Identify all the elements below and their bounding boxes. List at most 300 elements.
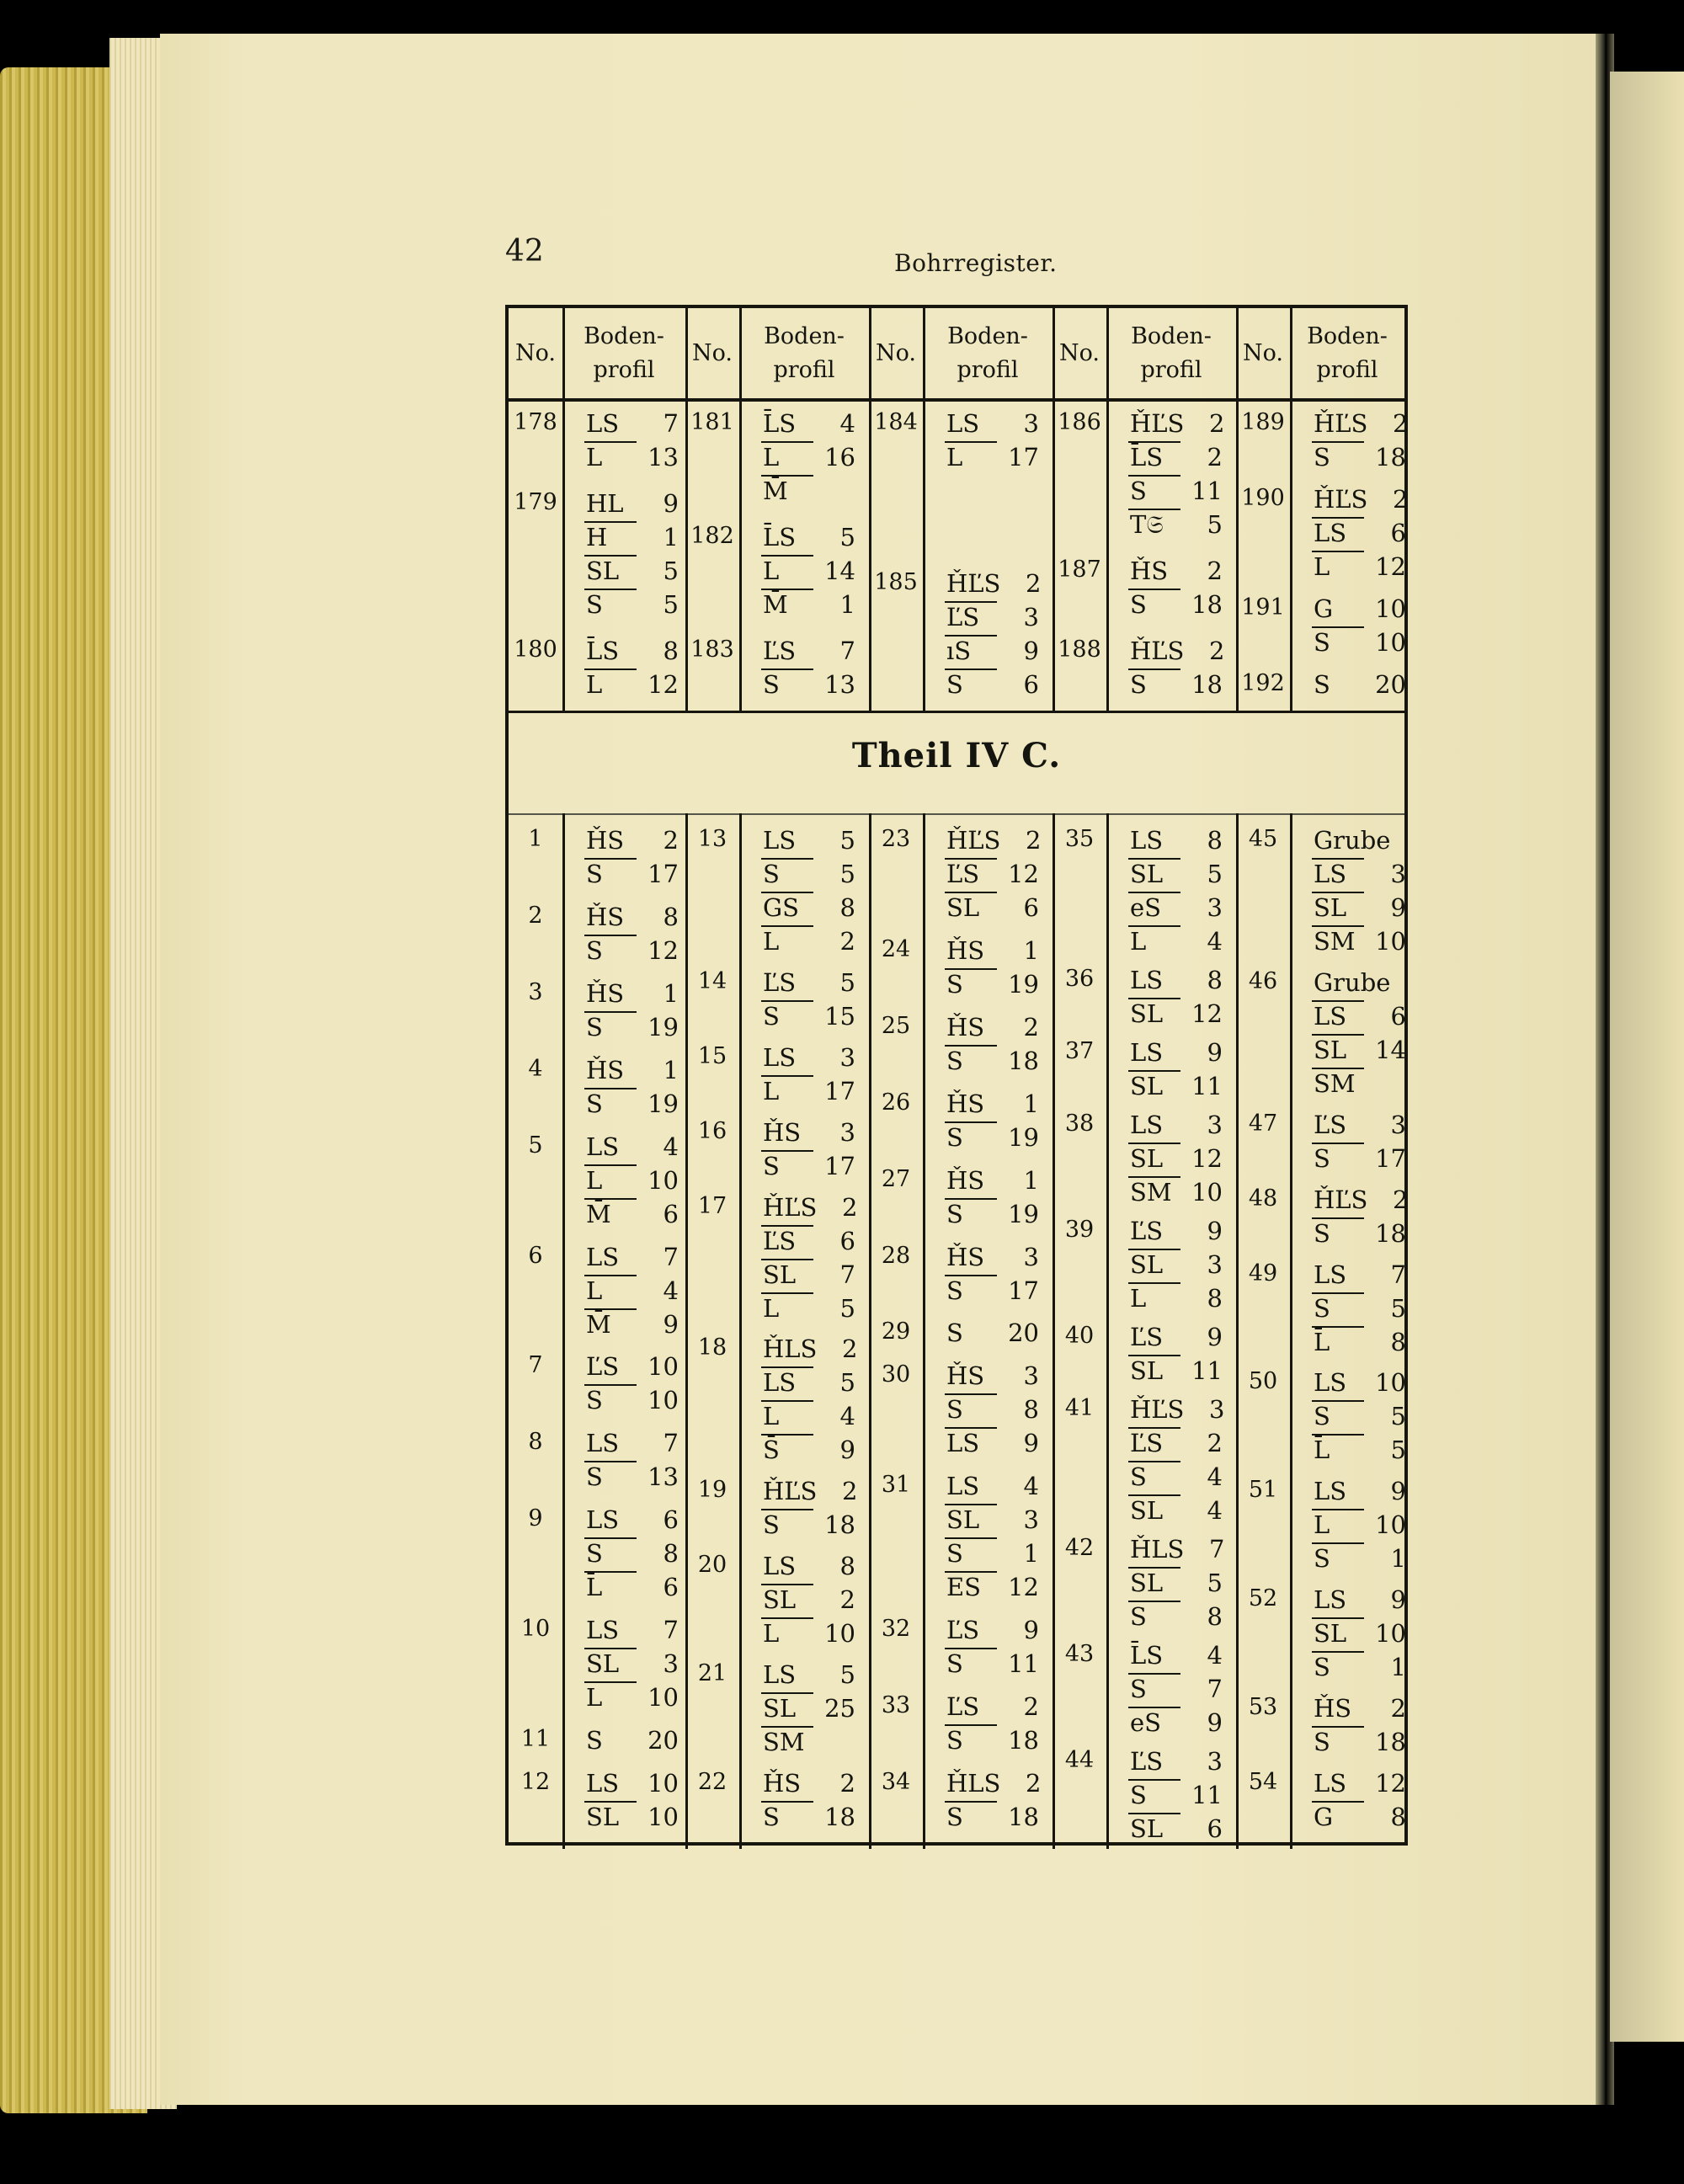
theil-soil-layer xyxy=(763,1803,855,1831)
layer-depth: 5 xyxy=(839,1293,855,1323)
soil-code: S xyxy=(1314,1544,1330,1574)
soil-code: LS xyxy=(1314,860,1347,888)
top-entry-number: 186 xyxy=(1058,409,1101,435)
soil-code: M̄ xyxy=(763,477,788,505)
soil-code: ȞLS xyxy=(763,1334,818,1364)
soil-code: ĽS xyxy=(946,1616,980,1645)
soil-code: L xyxy=(1314,552,1330,581)
soil-code: ȞĽS xyxy=(1314,485,1368,514)
top-soil-layer xyxy=(1314,519,1406,547)
top-soil-layer xyxy=(586,409,679,438)
theil-soil-layer xyxy=(1314,1036,1406,1064)
layer-depth: 18 xyxy=(1008,1726,1039,1755)
theil-soil-layer xyxy=(946,1769,1041,1798)
soil-code: L xyxy=(1130,1284,1147,1313)
layer-depth: 3 xyxy=(1207,1250,1223,1279)
soil-code: ȞS xyxy=(946,1361,985,1391)
theil-soil-layer xyxy=(1130,1356,1223,1385)
layer-depth: 17 xyxy=(1008,443,1039,471)
soil-code: L xyxy=(1130,927,1147,956)
soil-code: M̄ xyxy=(763,590,788,619)
soil-code: SL xyxy=(1130,1250,1164,1279)
theil-soil-layer xyxy=(1130,860,1223,888)
header-no: No. xyxy=(692,339,733,366)
layer-depth: 25 xyxy=(824,1694,855,1723)
top-soil-layer xyxy=(946,409,1039,438)
soil-code: ȞS xyxy=(1130,557,1169,585)
top-soil-layer xyxy=(1314,594,1406,623)
soil-code: LS xyxy=(586,1429,620,1458)
theil-soil-layer xyxy=(586,826,679,855)
header-no: No. xyxy=(876,339,916,366)
soil-code: SL xyxy=(946,1505,980,1535)
layer-depth: 4 xyxy=(839,1402,855,1431)
soil-code: S xyxy=(1130,477,1147,505)
soil-code: S xyxy=(763,670,780,699)
top-entry-number: 182 xyxy=(690,523,734,549)
header-bodenprofil: Boden- profil xyxy=(1131,322,1212,383)
layer-depth: 1 xyxy=(663,978,679,1008)
soil-code: L xyxy=(946,443,963,471)
theil-soil-layer xyxy=(1130,1708,1223,1737)
layer-depth: 11 xyxy=(1191,1781,1223,1809)
header-rule xyxy=(509,398,1404,402)
layer-depth: 6 xyxy=(1390,1001,1406,1031)
theil-soil-layer xyxy=(586,1649,679,1678)
top-soil-layer xyxy=(763,477,855,505)
layer-depth: 4 xyxy=(1207,927,1223,956)
soil-code: G xyxy=(1314,594,1334,623)
theil-soil-layer xyxy=(586,979,679,1008)
soil-code: SM xyxy=(763,1728,805,1757)
section-rule-top xyxy=(509,711,1404,713)
theil-entry-number: 33 xyxy=(881,1692,911,1719)
theil-soil-layer xyxy=(1130,1250,1223,1279)
layer-depth: 9 xyxy=(1207,1323,1223,1351)
theil-entry-number: 9 xyxy=(528,1505,543,1532)
layer-depth: 3 xyxy=(1023,1361,1039,1391)
layer-depth: 9 xyxy=(1023,1429,1039,1458)
theil-soil-layer xyxy=(1314,1368,1406,1397)
layer-depth: 1 xyxy=(1390,1653,1406,1682)
layer-depth: 12 xyxy=(1008,860,1039,888)
soil-code: S xyxy=(763,860,780,888)
theil-soil-layer xyxy=(1314,968,1431,997)
theil-entry-number: 19 xyxy=(697,1477,727,1504)
layer-depth: 1 xyxy=(1390,1544,1406,1574)
top-soil-layer xyxy=(1130,637,1224,665)
theil-soil-layer xyxy=(1130,1641,1223,1670)
header-no: No. xyxy=(1059,339,1100,366)
layer-depth: 17 xyxy=(1008,1276,1039,1305)
layer-depth: 1 xyxy=(663,523,679,551)
soil-code: ȞS xyxy=(946,935,985,965)
soil-code: GS xyxy=(763,893,800,922)
layer-depth: 2 xyxy=(1025,569,1042,598)
layer-depth: 3 xyxy=(1208,1395,1225,1424)
theil-soil-layer xyxy=(946,826,1041,855)
theil-soil-layer xyxy=(586,1013,679,1041)
soil-code: ȞLS xyxy=(1130,1535,1185,1563)
theil-soil-layer xyxy=(1314,1477,1406,1505)
column-rule xyxy=(1290,813,1292,1849)
theil-soil-layer xyxy=(763,1619,855,1648)
soil-code: S xyxy=(946,1649,963,1679)
layer-depth: 18 xyxy=(1375,1218,1406,1248)
soil-code: S xyxy=(763,1803,780,1831)
soil-code: S xyxy=(586,1462,603,1492)
layer-depth: 15 xyxy=(824,1001,855,1031)
theil-soil-layer xyxy=(763,1368,855,1397)
layer-depth: 12 xyxy=(1375,1769,1406,1798)
column-rule xyxy=(869,308,871,711)
theil-entry-number: 46 xyxy=(1248,967,1278,994)
layer-depth: 3 xyxy=(839,1042,855,1072)
theil-entry-number: 54 xyxy=(1248,1769,1278,1795)
layer-depth: 5 xyxy=(1207,860,1223,888)
theil-soil-layer xyxy=(586,1243,679,1271)
layer-depth: 7 xyxy=(839,637,855,665)
top-soil-layer xyxy=(1130,670,1223,699)
top-soil-layer xyxy=(763,523,855,551)
theil-soil-layer xyxy=(1130,1038,1223,1067)
theil-soil-layer xyxy=(946,1166,1039,1195)
layer-depth: 7 xyxy=(839,1260,855,1289)
layer-depth: 20 xyxy=(1375,670,1406,699)
layer-depth: 17 xyxy=(824,1076,855,1105)
soil-code: SL xyxy=(1130,1496,1164,1525)
soil-code: L xyxy=(586,443,603,471)
theil-entry-number: 47 xyxy=(1248,1110,1278,1137)
theil-soil-layer xyxy=(946,936,1039,965)
theil-entry-number: 26 xyxy=(881,1089,911,1116)
column-rule xyxy=(923,308,925,711)
theil-soil-layer xyxy=(1314,893,1406,922)
soil-code: L̄ xyxy=(1314,1327,1330,1356)
header-no: No. xyxy=(515,339,556,366)
soil-code: S xyxy=(1314,1293,1330,1323)
theil-soil-layer xyxy=(1314,1510,1406,1539)
soil-code: L̄S xyxy=(763,409,797,438)
soil-code: ĽS xyxy=(946,860,980,888)
soil-code: eS xyxy=(1130,1708,1162,1737)
soil-code: LS xyxy=(946,1472,980,1501)
theil-entry-number: 35 xyxy=(1064,826,1095,852)
layer-depth: 4 xyxy=(663,1132,679,1161)
theil-soil-layer xyxy=(946,893,1039,922)
soil-code: LS xyxy=(586,1616,620,1645)
layer-depth: 10 xyxy=(824,1619,855,1649)
layer-depth: 8 xyxy=(1207,1602,1223,1631)
soil-code: ȞS xyxy=(1314,1694,1352,1723)
theil-soil-layer xyxy=(586,1505,679,1534)
soil-code: LS xyxy=(763,1660,797,1690)
theil-soil-layer xyxy=(1130,927,1223,956)
soil-code: LS xyxy=(586,1505,620,1535)
soil-code: Grube xyxy=(1314,826,1391,855)
layer-depth: 7 xyxy=(663,1429,679,1458)
theil-entry-number: 29 xyxy=(881,1318,911,1345)
soil-code: SL xyxy=(1130,1569,1164,1597)
soil-code: LS xyxy=(1314,1260,1347,1289)
theil-entry-number: 27 xyxy=(881,1165,911,1192)
top-entry-number: 189 xyxy=(1241,409,1285,435)
top-soil-layer xyxy=(1314,409,1408,438)
column-rule xyxy=(1106,813,1109,1849)
theil-soil-layer xyxy=(763,1002,855,1031)
theil-soil-layer xyxy=(1130,1217,1223,1245)
soil-code: S xyxy=(1130,1602,1147,1631)
soil-code: LS xyxy=(763,1042,797,1072)
running-head: Bohrregister. xyxy=(894,249,1058,277)
soil-code: S xyxy=(763,1151,780,1180)
soil-code: ĽS xyxy=(946,1692,980,1722)
layer-depth: 5 xyxy=(1390,1436,1406,1465)
theil-entry-number: 36 xyxy=(1064,966,1095,992)
layer-depth: 2 xyxy=(839,1769,855,1798)
theil-soil-layer xyxy=(586,1310,679,1339)
theil-soil-layer xyxy=(586,860,679,888)
soil-code: ĽS xyxy=(763,1226,797,1255)
layer-depth: 10 xyxy=(1375,628,1406,657)
layer-depth: 2 xyxy=(839,1585,855,1615)
top-soil-layer xyxy=(946,637,1039,665)
theil-soil-layer xyxy=(946,1649,1039,1678)
soil-code: ȞLS xyxy=(946,1769,1001,1798)
layer-depth: 13 xyxy=(647,443,679,471)
soil-code: S xyxy=(946,1539,963,1569)
theil-entry-number: 34 xyxy=(881,1769,911,1795)
theil-soil-layer xyxy=(946,1395,1039,1424)
theil-entry-number: 30 xyxy=(881,1361,911,1388)
soil-code: ĽS xyxy=(1130,1747,1164,1776)
theil-soil-layer xyxy=(946,970,1039,999)
theil-soil-layer xyxy=(586,1726,679,1755)
theil-entry-number: 28 xyxy=(881,1242,911,1269)
layer-depth: 3 xyxy=(1207,893,1223,922)
theil-soil-layer xyxy=(1130,893,1223,922)
soil-code: ȞS xyxy=(763,1117,802,1147)
layer-depth: 3 xyxy=(663,1649,679,1679)
layer-depth: 5 xyxy=(663,557,679,585)
top-soil-layer xyxy=(1314,670,1406,699)
theil-entry-number: 8 xyxy=(528,1429,543,1456)
top-soil-layer xyxy=(1314,485,1408,514)
layer-depth: 1 xyxy=(1023,1089,1039,1118)
theil-soil-layer xyxy=(763,1402,855,1430)
theil-soil-layer xyxy=(946,1692,1039,1721)
theil-soil-layer xyxy=(1130,1747,1223,1776)
theil-soil-layer xyxy=(1130,1144,1223,1173)
layer-depth: 18 xyxy=(824,1803,855,1831)
layer-depth: 2 xyxy=(841,1477,858,1506)
layer-depth: 10 xyxy=(647,1683,679,1713)
soil-code: S xyxy=(586,1726,603,1755)
layer-depth: 2 xyxy=(1392,1185,1409,1214)
layer-depth: 2 xyxy=(841,1192,858,1222)
layer-depth: 10 xyxy=(647,1769,679,1798)
theil-soil-layer xyxy=(1130,966,1223,994)
theil-soil-layer xyxy=(1314,1219,1406,1248)
layer-depth: 1 xyxy=(1023,935,1039,965)
soil-code: S xyxy=(586,1539,603,1569)
layer-depth: 10 xyxy=(1375,927,1406,956)
theil-soil-layer xyxy=(586,1429,679,1457)
theil-entry-number: 49 xyxy=(1248,1260,1278,1286)
theil-entry-number: 7 xyxy=(528,1352,543,1379)
soil-code: ȞĽS xyxy=(1130,637,1185,665)
soil-code: LS xyxy=(1130,1111,1164,1139)
soil-code: ȞĽS xyxy=(1130,409,1185,438)
layer-depth: 18 xyxy=(1375,1728,1406,1757)
top-soil-layer xyxy=(586,489,679,518)
soil-code: S̄ xyxy=(763,1436,780,1465)
theil-soil-layer xyxy=(946,1616,1039,1644)
layer-depth: 19 xyxy=(1008,1122,1039,1152)
theil-soil-layer xyxy=(946,1505,1039,1534)
soil-code: ĽS xyxy=(586,1352,620,1382)
theil-soil-layer xyxy=(946,1318,1039,1347)
layer-depth: 3 xyxy=(1023,409,1039,438)
header-bodenprofil: Boden- profil xyxy=(764,322,845,383)
layer-depth: 6 xyxy=(1023,893,1039,922)
theil-soil-layer xyxy=(586,1089,679,1118)
soil-code: S xyxy=(1314,670,1330,699)
theil-soil-layer xyxy=(586,1683,679,1712)
layer-depth: 20 xyxy=(1008,1318,1039,1348)
layer-depth: 2 xyxy=(841,1334,858,1364)
layer-depth: 9 xyxy=(1023,1616,1039,1645)
theil-soil-layer xyxy=(1314,1069,1406,1098)
layer-depth: 10 xyxy=(1375,594,1406,623)
soil-code: SL xyxy=(763,1585,797,1615)
theil-soil-layer xyxy=(763,1152,855,1180)
layer-depth: 2 xyxy=(839,927,855,956)
soil-code: L̄ xyxy=(1314,1436,1330,1465)
theil-soil-layer xyxy=(763,1694,855,1723)
theil-soil-layer xyxy=(946,1539,1039,1568)
theil-soil-layer xyxy=(763,1193,857,1222)
soil-code: LS xyxy=(1314,519,1347,547)
header-bodenprofil: Boden- profil xyxy=(584,322,664,383)
layer-depth: 7 xyxy=(663,1616,679,1645)
layer-depth: 8 xyxy=(1207,966,1223,994)
theil-soil-layer xyxy=(1314,1402,1406,1430)
layer-depth: 14 xyxy=(824,557,855,585)
theil-soil-layer xyxy=(763,1334,857,1363)
theil-soil-layer xyxy=(763,1769,855,1798)
theil-soil-layer xyxy=(586,903,679,931)
soil-code: ȞS xyxy=(586,826,625,855)
theil-soil-layer xyxy=(946,1123,1039,1152)
soil-code: S xyxy=(1130,1781,1147,1809)
layer-depth: 3 xyxy=(1390,1110,1406,1139)
theil-entry-number: 50 xyxy=(1248,1368,1278,1395)
soil-code: ES xyxy=(946,1573,982,1602)
layer-depth: 4 xyxy=(1023,1472,1039,1501)
theil-entry-number: 16 xyxy=(697,1117,727,1144)
theil-entry-number: 10 xyxy=(520,1616,551,1643)
theil-entry-number: 43 xyxy=(1064,1641,1095,1667)
theil-entry-number: 23 xyxy=(881,826,911,852)
layer-depth: 5 xyxy=(839,967,855,997)
layer-depth: 9 xyxy=(839,1436,855,1465)
theil-soil-layer xyxy=(1314,1769,1406,1798)
soil-code: SL xyxy=(1314,1619,1347,1649)
layer-depth: 9 xyxy=(1390,1585,1406,1615)
layer-depth: 2 xyxy=(663,826,679,855)
soil-code: S xyxy=(1314,1728,1330,1757)
soil-code: M̄ xyxy=(586,1309,611,1339)
layer-depth: 3 xyxy=(839,1117,855,1147)
soil-code: S xyxy=(946,1276,963,1305)
theil-soil-layer xyxy=(763,1227,855,1255)
layer-depth: 5 xyxy=(663,590,679,619)
theil-soil-layer xyxy=(1130,1675,1223,1703)
theil-soil-layer xyxy=(1130,1602,1223,1631)
theil-soil-layer xyxy=(763,1728,855,1756)
theil-entry-number: 42 xyxy=(1064,1535,1095,1561)
soil-code: SL xyxy=(1130,1356,1164,1385)
theil-entry-number: 25 xyxy=(881,1012,911,1039)
column-rule xyxy=(562,813,565,1849)
soil-code: ȞS xyxy=(946,1012,985,1041)
layer-depth: 1 xyxy=(839,590,855,619)
layer-depth: 5 xyxy=(1390,1402,1406,1431)
soil-code: SL xyxy=(1314,1035,1347,1064)
theil-entry-number: 44 xyxy=(1064,1747,1095,1773)
layer-depth: 1 xyxy=(1023,1165,1039,1195)
layer-depth: 20 xyxy=(647,1726,679,1755)
layer-depth: 10 xyxy=(1375,1619,1406,1649)
layer-depth: 7 xyxy=(663,1242,679,1271)
layer-depth: 6 xyxy=(663,1505,679,1535)
top-entry-number: 178 xyxy=(514,409,557,435)
header-bodenprofil: Boden- profil xyxy=(1307,322,1388,383)
theil-soil-layer xyxy=(586,1573,679,1601)
theil-soil-layer xyxy=(763,968,855,997)
soil-code: SM xyxy=(1130,1178,1172,1207)
top-entry-number: 183 xyxy=(690,637,734,663)
soil-code: S xyxy=(586,1012,603,1041)
theil-entry-number: 39 xyxy=(1064,1217,1095,1243)
theil-soil-layer xyxy=(1130,999,1223,1028)
soil-code: SL xyxy=(946,893,980,922)
soil-code: HL xyxy=(586,489,624,518)
theil-soil-layer xyxy=(1130,1284,1223,1313)
layer-depth: 7 xyxy=(1208,1535,1225,1563)
layer-depth: 5 xyxy=(839,860,855,888)
layer-depth: 6 xyxy=(1390,519,1406,547)
layer-depth: 9 xyxy=(1390,1477,1406,1506)
top-soil-layer xyxy=(586,670,679,699)
layer-depth: 9 xyxy=(1207,1038,1223,1067)
theil-soil-layer xyxy=(763,1477,857,1505)
soil-code: ȞĽS xyxy=(1314,1185,1368,1214)
soil-code: L̄ xyxy=(586,1573,603,1602)
theil-soil-layer xyxy=(586,1803,679,1831)
layer-depth: 6 xyxy=(1023,670,1039,699)
soil-code: ȞS xyxy=(586,902,625,931)
theil-entry-number: 14 xyxy=(697,967,727,994)
soil-code: H xyxy=(586,523,608,551)
theil-entry-number: 38 xyxy=(1064,1111,1095,1137)
section-rule-bottom xyxy=(509,813,1404,815)
top-entry-number: 187 xyxy=(1058,557,1101,583)
top-entry-number: 179 xyxy=(514,489,557,515)
layer-depth: 11 xyxy=(1191,1356,1223,1385)
top-entry-number: 190 xyxy=(1241,485,1285,511)
